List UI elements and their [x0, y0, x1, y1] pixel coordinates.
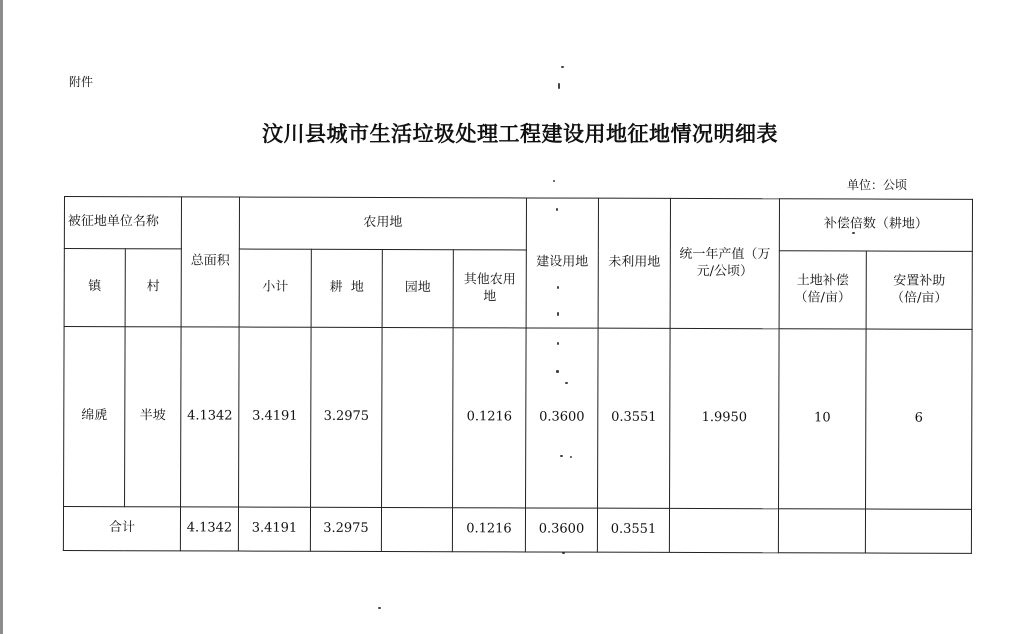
page-left-edge: [0, 0, 3, 634]
scan-speck: [561, 66, 564, 68]
cell-other-agri: 0.1216: [453, 328, 527, 508]
total-total-area: 4.1342: [180, 507, 238, 551]
cell-total-area: 4.1342: [181, 327, 240, 507]
header-land-compensation: 土地补偿（倍/亩）: [779, 251, 866, 329]
header-cultivated: 耕 地: [311, 249, 382, 327]
scan-speck: [553, 180, 555, 182]
cell-subtotal: 3.4191: [239, 327, 312, 507]
cell-land-compensation: 10: [779, 329, 867, 509]
header-resettlement-subsidy: 安置补助（倍/亩）: [866, 251, 972, 329]
header-total-area: 总面积: [181, 197, 239, 327]
header-village: 村: [125, 249, 181, 327]
header-construction: 建设用地: [526, 198, 598, 328]
attachment-label: 附件: [69, 75, 94, 89]
header-subtotal: 小计: [239, 249, 311, 327]
total-unused: 0.3551: [597, 508, 669, 552]
total-cultivated: 3.2975: [310, 507, 381, 551]
scan-speck: [378, 607, 381, 609]
table-total-row: [63, 507, 971, 554]
header-agri-land: 农用地: [239, 197, 526, 250]
document-title: 汶川县城市生活垃圾处理工程建设用地征地情况明细表: [262, 121, 778, 146]
header-compensation-multiple: 补偿倍数（耕地）: [779, 199, 972, 252]
cell-unused: 0.3551: [598, 328, 671, 508]
header-annual-output: 统一年产值（万元/公顷）: [670, 198, 779, 328]
header-unused: 未利用地: [598, 198, 670, 328]
scan-speck: [558, 83, 560, 89]
total-land-compensation: [778, 509, 865, 553]
total-resettlement-subsidy: [865, 509, 971, 553]
total-other-agri: 0.1216: [452, 508, 525, 552]
total-subtotal: 3.4191: [238, 507, 310, 551]
cell-total-label: 合计: [63, 507, 180, 551]
cell-annual-output: 1.9950: [670, 328, 780, 508]
cell-cultivated: 3.2975: [311, 327, 383, 507]
total-annual-output: [669, 508, 778, 552]
table-row: [64, 327, 973, 510]
cell-village: 半坡: [125, 327, 182, 507]
cell-town: 绵虒: [64, 327, 126, 507]
land-acquisition-table: [63, 196, 973, 554]
header-garden: 园地: [382, 250, 453, 328]
total-construction: 0.3600: [525, 508, 597, 552]
cell-construction: 0.3600: [526, 328, 599, 508]
cell-resettlement-subsidy: 6: [866, 329, 973, 509]
cell-garden: [382, 328, 454, 508]
unit-label: 单位：公顷: [847, 178, 908, 192]
header-town: 镇: [64, 249, 125, 327]
header-other-agri: 其他农用地: [453, 250, 526, 328]
total-garden: [381, 507, 452, 551]
header-unit-name: 被征地单位名称: [64, 197, 181, 249]
